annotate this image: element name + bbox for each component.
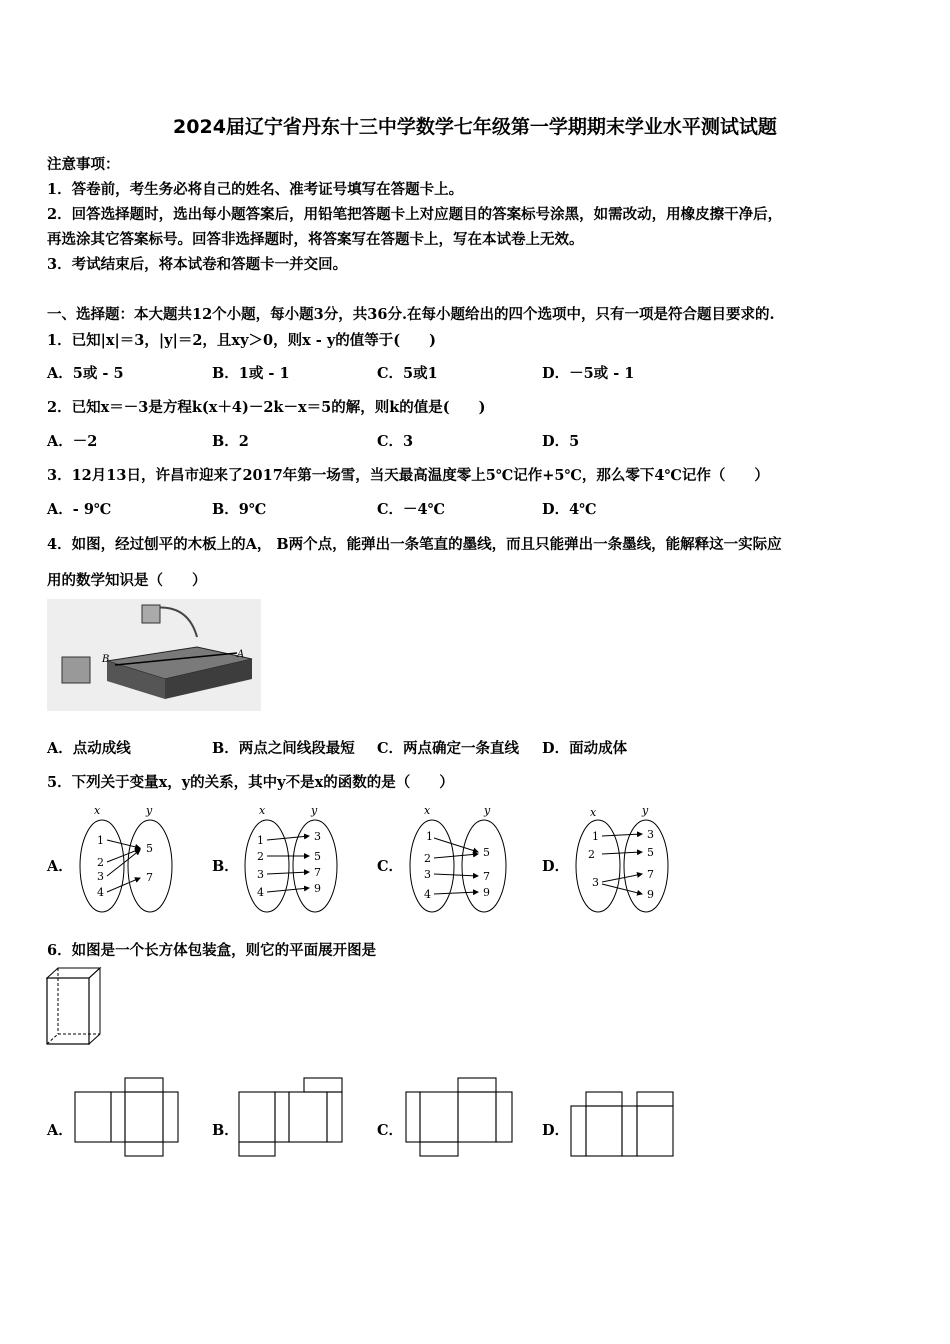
net-diagram-b	[238, 1077, 344, 1159]
y-value: 3	[647, 828, 654, 841]
question-3-stem: 3．12月13日，许昌市迎来了2017年第一场雪，当天最高温度零上5℃记作+5℃，那么零下4℃记作（ ）	[47, 467, 769, 484]
y-value: 7	[314, 866, 321, 879]
q6-option-c[interactable]: C．	[377, 1122, 404, 1139]
x-value: 4	[97, 886, 104, 899]
mapping-diagram-a	[74, 800, 178, 918]
q1-option-c[interactable]: C．5或1	[377, 365, 438, 382]
axis-x-label: x	[424, 804, 431, 817]
x-value: 2	[424, 852, 431, 865]
y-value: 7	[647, 868, 654, 881]
mapping-diagram-c	[404, 800, 508, 918]
question-4-stem: 4．如图，经过刨平的木板上的A， B两个点，能弹出一条笔直的墨线，而且只能弹出一条墨线，能解释这一实际应	[47, 536, 782, 553]
q3-option-b[interactable]: B．9℃	[212, 501, 267, 518]
notice-heading: 注意事项：	[47, 156, 120, 173]
point-b-label: B	[102, 654, 110, 665]
x-value: 1	[592, 830, 599, 843]
x-value: 3	[592, 876, 599, 889]
question-4-stem-cont: 用的数学知识是（ ）	[47, 572, 207, 589]
q5-option-b[interactable]: B．	[212, 858, 239, 875]
question-5-stem: 5．下列关于变量x，y的关系，其中y不是x的函数的是（ ）	[47, 774, 454, 791]
q2-option-c[interactable]: C．3	[377, 433, 414, 450]
y-value: 9	[647, 888, 654, 901]
q2-option-a[interactable]: A．－2	[47, 433, 98, 450]
q6-option-a[interactable]: A．	[47, 1122, 73, 1139]
y-value: 5	[146, 842, 153, 855]
q2-option-b[interactable]: B．2	[212, 433, 249, 450]
q4-option-b[interactable]: B．两点之间线段最短	[212, 740, 355, 757]
axis-y-label: y	[484, 804, 491, 817]
axis-y-label: y	[311, 804, 318, 817]
q3-option-d[interactable]: D．4℃	[542, 501, 597, 518]
q6-option-b[interactable]: B．	[212, 1122, 239, 1139]
mapping-diagram-b	[239, 800, 343, 918]
section-heading: 一、选择题：本大题共12个小题，每小题3分，共36分.在每小题给出的四个选项中，只有一项是符合题目要求的.	[47, 306, 775, 323]
axis-y-label: y	[146, 804, 153, 817]
x-value: 1	[257, 834, 264, 847]
wood-board-image	[47, 599, 261, 711]
q5-option-d[interactable]: D．	[542, 858, 570, 875]
notice-item: 再选涂其它答案标号。回答非选择题时，将答案写在答题卡上，写在本试卷上无效。	[47, 231, 584, 248]
notice-item: 2．回答选择题时，选出每小题答案后，用铅笔把答题卡上对应题目的答案标号涂黑，如需改动，用橡皮擦干净后，	[47, 206, 783, 223]
page-title: 2024届辽宁省丹东十三中学数学七年级第一学期期末学业水平测试试题	[173, 116, 777, 138]
question-1-stem: 1．已知|x|＝3，|y|＝2，且xy＞0，则x - y的值等于( )	[47, 332, 436, 349]
x-value: 2	[97, 856, 104, 869]
q4-option-c[interactable]: C．两点确定一条直线	[377, 740, 520, 757]
x-value: 2	[257, 850, 264, 863]
q4-option-a[interactable]: A．点动成线	[47, 740, 131, 757]
q4-option-d[interactable]: D．面动成体	[542, 740, 628, 757]
q1-option-d[interactable]: D．－5或 - 1	[542, 365, 635, 382]
axis-x-label: x	[94, 804, 101, 817]
x-value: 1	[97, 834, 104, 847]
y-value: 5	[647, 846, 654, 859]
question-6-stem: 6．如图是一个长方体包装盒，则它的平面展开图是	[47, 942, 377, 959]
y-value: 9	[314, 882, 321, 895]
x-value: 3	[97, 870, 104, 883]
x-value: 3	[424, 868, 431, 881]
axis-x-label: x	[590, 806, 597, 819]
net-diagram-d	[570, 1090, 676, 1160]
x-value: 4	[257, 886, 264, 899]
y-value: 5	[483, 846, 490, 859]
y-value: 5	[314, 850, 321, 863]
q5-option-c[interactable]: C．	[377, 858, 404, 875]
y-value: 7	[483, 870, 490, 883]
y-value: 9	[483, 886, 490, 899]
axis-y-label: y	[642, 804, 649, 817]
net-diagram-c	[405, 1077, 515, 1159]
q1-option-a[interactable]: A．5或 - 5	[47, 365, 124, 382]
point-a-label: A	[237, 649, 245, 660]
x-value: 1	[426, 830, 433, 843]
x-value: 4	[424, 888, 431, 901]
q6-option-d[interactable]: D．	[542, 1122, 570, 1139]
notice-item: 3．考试结束后，将本试卷和答题卡一并交回。	[47, 256, 348, 273]
x-value: 2	[588, 848, 595, 861]
notice-item: 1．答卷前，考生务必将自己的姓名、准考证号填写在答题卡上。	[47, 181, 464, 198]
box-figure	[44, 966, 104, 1048]
q1-option-b[interactable]: B．1或 - 1	[212, 365, 290, 382]
q3-option-a[interactable]: A．- 9℃	[47, 501, 112, 518]
x-value: 3	[257, 868, 264, 881]
y-value: 7	[146, 871, 153, 884]
y-value: 3	[314, 830, 321, 843]
mapping-diagram-d	[570, 800, 674, 918]
axis-x-label: x	[259, 804, 266, 817]
q3-option-c[interactable]: C．－4℃	[377, 501, 446, 518]
q2-option-d[interactable]: D．5	[542, 433, 580, 450]
q5-option-a[interactable]: A．	[47, 858, 73, 875]
net-diagram-a	[74, 1077, 180, 1159]
question-2-stem: 2．已知x＝－3是方程k(x＋4)－2k－x＝5的解，则k的值是( )	[47, 399, 486, 416]
